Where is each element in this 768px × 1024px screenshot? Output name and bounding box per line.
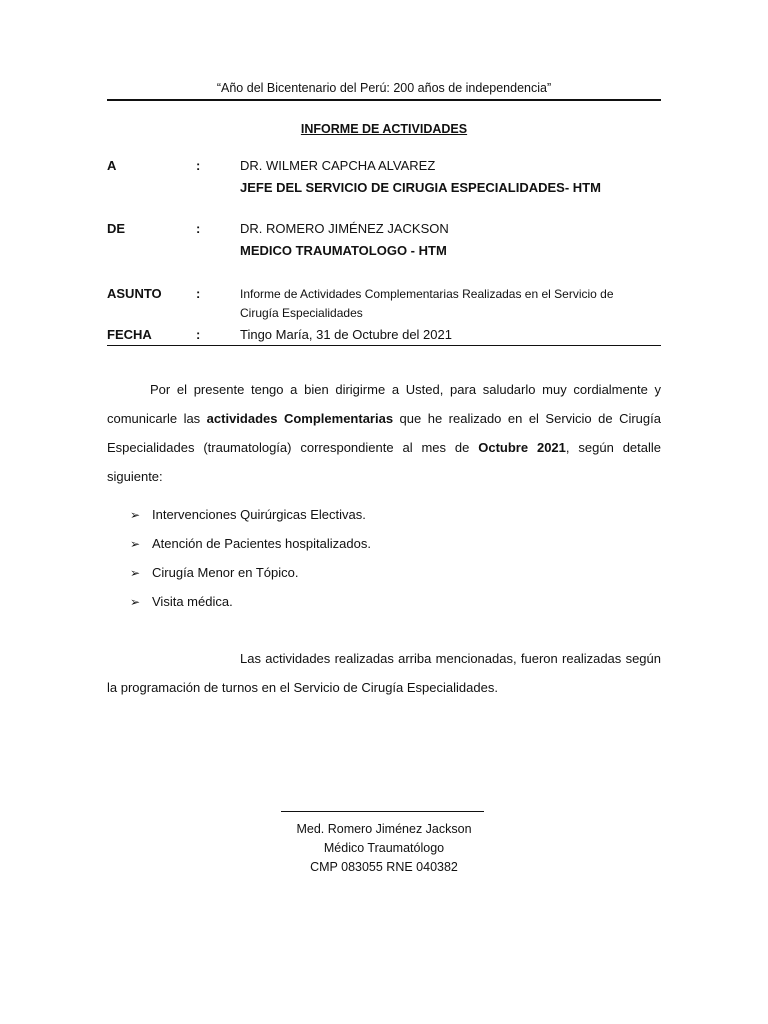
intro-paragraph [107, 375, 661, 491]
to-name: DR. WILMER CAPCHA ALVAREZ [240, 158, 436, 173]
fields-rule [107, 345, 661, 346]
arrow-bullet-icon: ➢ [130, 537, 141, 551]
intro-text-b: actividades Complementarias [206, 411, 394, 426]
document-title: INFORME DE ACTIVIDADES [300, 122, 468, 136]
subject-line-2: Cirugía Especialidades [240, 306, 363, 320]
closing-paragraph: Las actividades realizadas arriba mencionadas, fueron realizadas según la programación de turnos en el Servicio de Cirugía Especialidades. [107, 651, 661, 695]
signature-line [281, 811, 484, 812]
from-label: DE [107, 221, 126, 236]
intro-text-c: que he realizado en el Servicio de Cirugía Especialidades (traumatología) correspondiente al mes de [107, 411, 661, 455]
activities-list [130, 505, 371, 621]
signer-title: Médico Traumatólogo [323, 841, 445, 855]
from-position: MEDICO TRAUMATOLOGO - HTM [240, 243, 447, 258]
intro-text-a: Por el presente tengo a bien dirigirme a Usted, para saludarlo muy cordialmente y comunicarle las [107, 382, 661, 426]
list-item [130, 534, 371, 563]
list-item [130, 563, 371, 592]
to-colon: : [196, 158, 201, 173]
subject-label: ASUNTO [107, 286, 162, 301]
subject-colon: : [196, 286, 201, 301]
list-item-text: Intervenciones Quirúrgicas Electivas. [152, 507, 366, 522]
intro-text-d: Octubre 2021 [478, 440, 566, 455]
date-label: FECHA [107, 327, 152, 342]
date-value: Tingo María, 31 de Octubre del 2021 [240, 327, 452, 342]
arrow-bullet-icon: ➢ [130, 566, 141, 580]
intro-text-e: , según detalle siguiente: [107, 440, 662, 484]
arrow-bullet-icon: ➢ [130, 595, 141, 609]
to-label: A [107, 158, 117, 173]
list-item-text: Cirugía Menor en Tópico. [152, 565, 299, 580]
signer-name: Med. Romero Jiménez Jackson [296, 822, 472, 836]
from-name: DR. ROMERO JIMÉNEZ JACKSON [240, 221, 449, 236]
motto-line: “Año del Bicentenario del Perú: 200 años de independencia” [216, 81, 552, 95]
subject-line-1: Informe de Actividades Complementarias Realizadas en el Servicio de [240, 287, 614, 301]
date-colon: : [196, 327, 201, 342]
from-colon: : [196, 221, 201, 236]
list-item [130, 592, 371, 621]
signer-ids: CMP 083055 RNE 040382 [310, 860, 458, 874]
list-item [130, 505, 371, 534]
arrow-bullet-icon: ➢ [130, 508, 141, 522]
to-position: JEFE DEL SERVICIO DE CIRUGIA ESPECIALIDADES- HTM [240, 180, 601, 195]
header-rule [107, 99, 661, 101]
list-item-text: Atención de Pacientes hospitalizados. [152, 536, 371, 551]
list-item-text: Visita médica. [152, 594, 233, 609]
